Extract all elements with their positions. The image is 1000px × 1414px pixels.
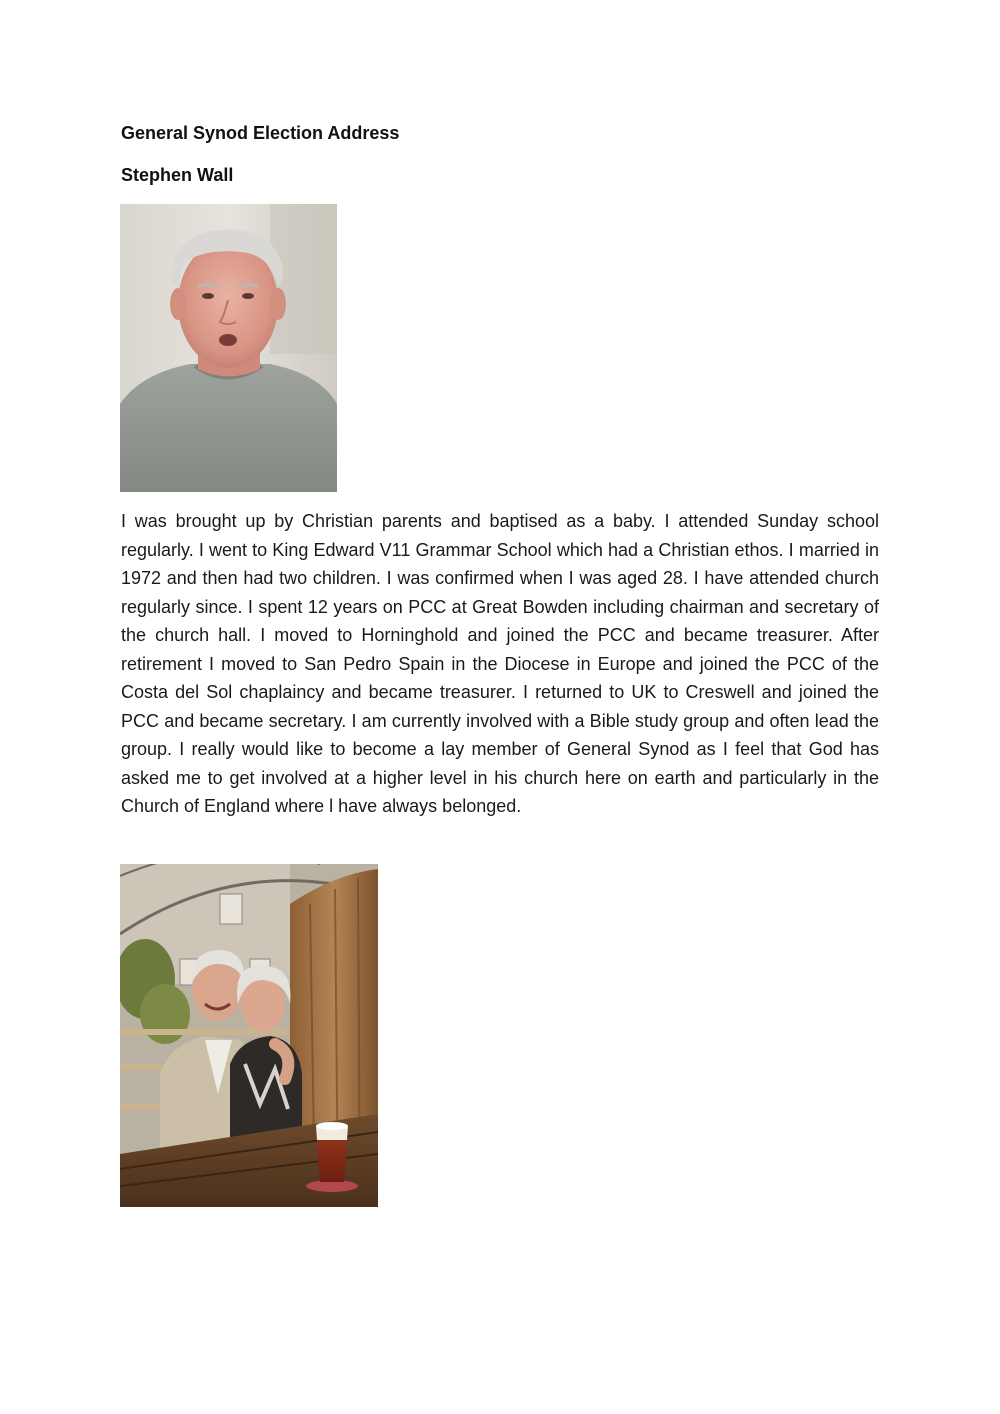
election-address-body: I was brought up by Christian parents and baptised as a baby. I attended Sunday school regularly. I went to King Edward V11 Grammar School which had a Christian ethos. I married in 1972 and then had two children. I was confirmed when I was aged 28. I have attended church regularly since. I spent 12 years on PCC at Great Bowden including chairman and secretary of the church hall. I moved to Horninghold and joined the PCC and became treasurer. After retirement I moved to San Pedro Spain in the Diocese in Europe and joined the PCC of the Costa del Sol chaplaincy and became treasurer. I returned to UK to Creswell and joined the PCC and became secretary. I am currently involved with a Bible study group and often lead the group. I really would like to become a lay member of General Synod as I feel that God has asked me to get involved at a higher level in his church here on earth and particularly in the Church of England where l have always belonged.: [121, 511, 879, 816]
couple-photo-icon: [120, 864, 378, 1207]
candidate-portrait-photo: [120, 204, 337, 492]
candidate-couple-photo: [120, 864, 378, 1207]
candidate-name: Stephen Wall: [121, 165, 234, 185]
portrait-photo-icon: [120, 204, 337, 492]
document-title: General Synod Election Address: [121, 123, 400, 143]
